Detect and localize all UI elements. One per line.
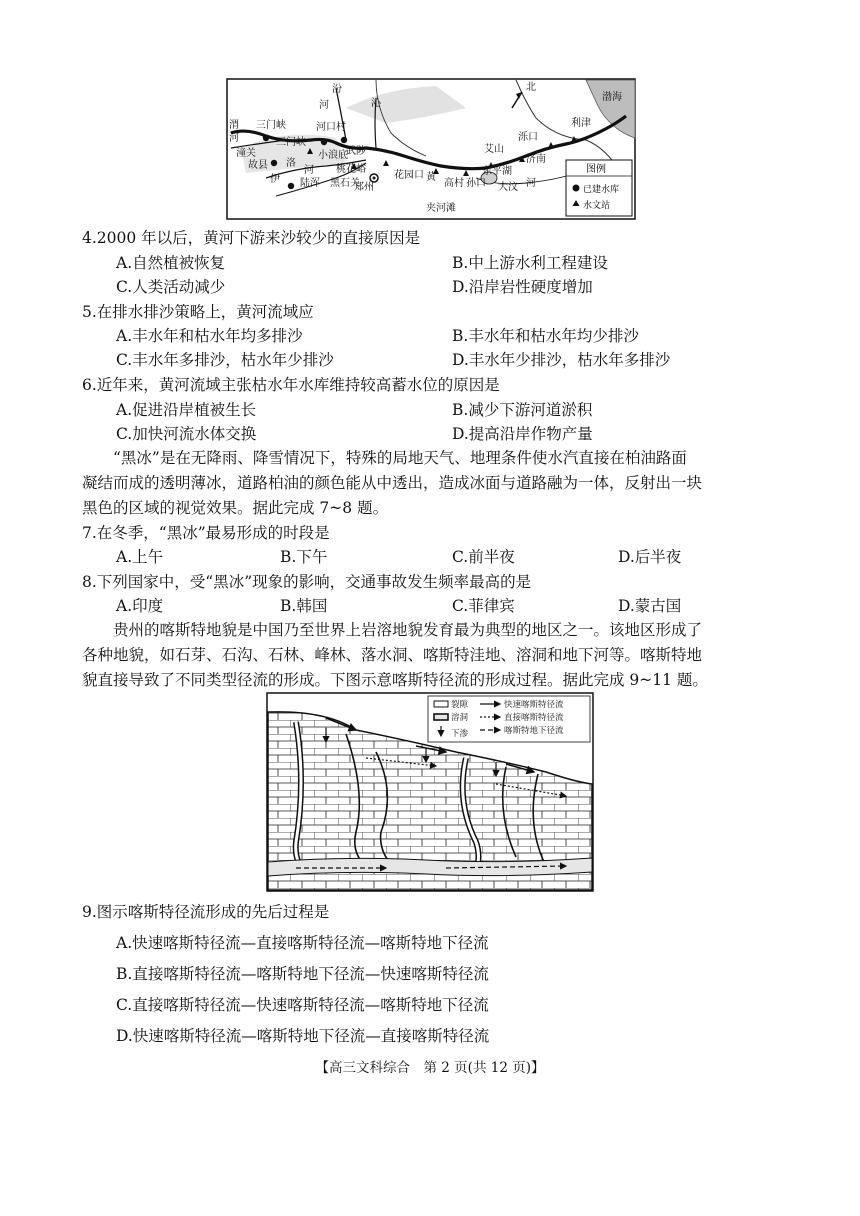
yellow-river-map [226,78,636,220]
black-ice-passage [82,446,772,521]
label-wuzhi: 武陟 [346,146,366,157]
q5-option-d[interactable]: D.丰水年少排沙，枯水年多排沙 [452,351,671,369]
label-huang: 黄 [426,172,436,183]
label-luokou: 泺口 [518,132,538,143]
label-fen: 汾 [332,84,342,95]
q6-option-a[interactable]: A.促进沿岸植被生长 [116,401,257,419]
q8-option-a[interactable]: A.印度 [116,597,164,615]
q4-option-d[interactable]: D.沿岸岩性硬度增加 [452,278,593,296]
legend-fast-runoff: 快速喀斯特径流 [504,700,564,710]
label-qin: 沁 [371,98,381,109]
q6-option-b[interactable]: B.减少下游河道淤积 [452,401,593,419]
passage1-line: “黑冰”是在无降雨、降雪情况下，特殊的局地天气、地理条件使水汽直接在柏油路面 [113,449,687,467]
label-zhengzhou: 郑州 [354,182,374,193]
legend-title: 图例 [586,164,606,175]
legend-underground-runoff: 喀斯特地下径流 [504,726,564,736]
label-he1: 河 [319,100,329,111]
q6-option-d[interactable]: D.提高沿岸作物产量 [452,425,593,443]
q5-option-a[interactable]: A.丰水年和枯水年均多排沙 [116,327,303,345]
label-tongguan: 潼关 [236,148,256,159]
label-heishiguan: 黑石关 [330,178,360,189]
q5-option-c[interactable]: C.丰水年多排沙，枯水年少排沙 [116,351,334,369]
q8-option-b[interactable]: B.韩国 [280,597,328,615]
q9-option-a[interactable]: A.快速喀斯特径流—直接喀斯特径流—喀斯特地下径流 [116,934,489,952]
fissure-icon [434,701,448,707]
legend-station: 水文站 [583,201,611,211]
label-xiaolangdi: 小浪底 [318,150,348,161]
q8-option-c[interactable]: C.菲律宾 [452,597,515,615]
label-huayuankou: 花园口 [394,170,424,181]
q7-option-d[interactable]: D.后半夜 [618,548,682,566]
q7-stem: 7.在冬季，“黑冰”最易形成的时段是 [82,524,330,542]
label-wei: 渭 [229,120,239,131]
label-he4: 河 [526,178,536,189]
reservoir-icon [573,185,580,192]
label-he2: 河 [229,133,239,144]
karst-passage [82,618,772,693]
legend-direct-runoff: 直接喀斯特径流 [504,713,564,723]
label-sanmenxia-city: 三门峡 [276,137,306,148]
label-yi: 伊 [270,174,280,185]
q9-option-b[interactable]: B.直接喀斯特径流—喀斯特地下径流—快速喀斯特径流 [116,965,489,983]
label-taohuayu: 桃花峪 [336,164,366,175]
passage2-line: 貌直接导致了不同类型径流的形成。下图示意喀斯特径流的形成过程。据此完成 9~11 题。 [82,671,708,689]
label-gaocun: 高村 [444,178,464,189]
q7-option-a[interactable]: A.上午 [116,548,164,566]
label-lijin: 利津 [571,118,591,129]
map-legend [566,160,632,216]
q4-option-b[interactable]: B.中上游水利工程建设 [452,254,608,272]
q6-option-c[interactable]: C.加快河流水体交换 [116,425,257,443]
passage1-line: 凝结而成的透明薄冰，道路柏油的颜色能从中透出，造成冰面与道路融为一体，反射出一块 [82,474,703,492]
page-footer: 【高三文科综合 第 2 页(共 12 页)】 [315,1060,545,1076]
label-lumu: 陆浑 [300,178,320,189]
label-bohai: 渤海 [602,92,622,103]
q5-stem: 5.在排水排沙策略上，黄河流域应 [82,303,314,321]
label-aishan: 艾山 [484,144,504,155]
label-dawen: 大汶 [498,182,518,193]
q5-option-b[interactable]: B.丰水年和枯水年均少排沙 [452,327,639,345]
q7-option-b[interactable]: B.下午 [280,548,328,566]
passage2-line: 贵州的喀斯特地貌是中国乃至世界上岩溶地貌发育最为典型的地区之一。该地区形成了 [113,621,703,639]
legend-cave: 溶洞 [451,713,469,723]
q8-option-d[interactable]: D.蒙古国 [618,597,682,615]
q4-option-c[interactable]: C.人类活动减少 [116,278,226,296]
q9-stem: 9.图示喀斯特径流形成的先后过程是 [82,903,330,921]
passage1-line: 黑色的区域的视觉效果。据此完成 7~8 题。 [82,499,389,517]
label-bei: 北 [526,82,536,93]
legend-infiltration: 下渗 [451,729,469,739]
q9-option-c[interactable]: C.直接喀斯特径流—快速喀斯特径流—喀斯特地下径流 [116,996,489,1014]
legend-fissure: 裂隙 [451,700,469,710]
legend-reservoir: 已建水库 [583,185,620,195]
q8-stem: 8.下列国家中，受“黑冰”现象的影响，交通事故发生频率最高的是 [82,573,532,591]
q9-option-d[interactable]: D.快速喀斯特径流—喀斯特地下径流—直接喀斯特径流 [116,1027,490,1045]
q6-stem: 6.近年来，黄河流域主张枯水年水库维持较高蓄水位的原因是 [82,376,500,394]
label-luo: 洛 [286,158,296,169]
q7-option-c[interactable]: C.前半夜 [452,548,515,566]
label-jinan: 济南 [526,154,546,165]
q4-option-a[interactable]: A.自然植被恢复 [116,254,226,272]
karst-legend [428,696,590,742]
label-dongpinghu: 东平湖 [482,166,512,177]
label-jiahetan: 夹河滩 [426,203,456,214]
label-he3: 河 [304,165,314,176]
cave-icon [434,714,448,720]
passage2-line: 各种地貌，如石芽、石沟、石林、峰林、落水洞、喀斯特洼地、溶洞和地下河等。喀斯特地 [82,646,703,664]
label-guxian: 故县 [248,160,268,171]
label-sanmenxia-res: 三门峡 [256,120,286,131]
q4-stem: 4.2000 年以后，黄河下游来沙较少的直接原因是 [82,229,421,247]
karst-runoff-diagram [266,692,594,892]
label-sunkou: 孙口 [466,178,486,189]
label-hekoucun: 河口村 [316,122,346,133]
